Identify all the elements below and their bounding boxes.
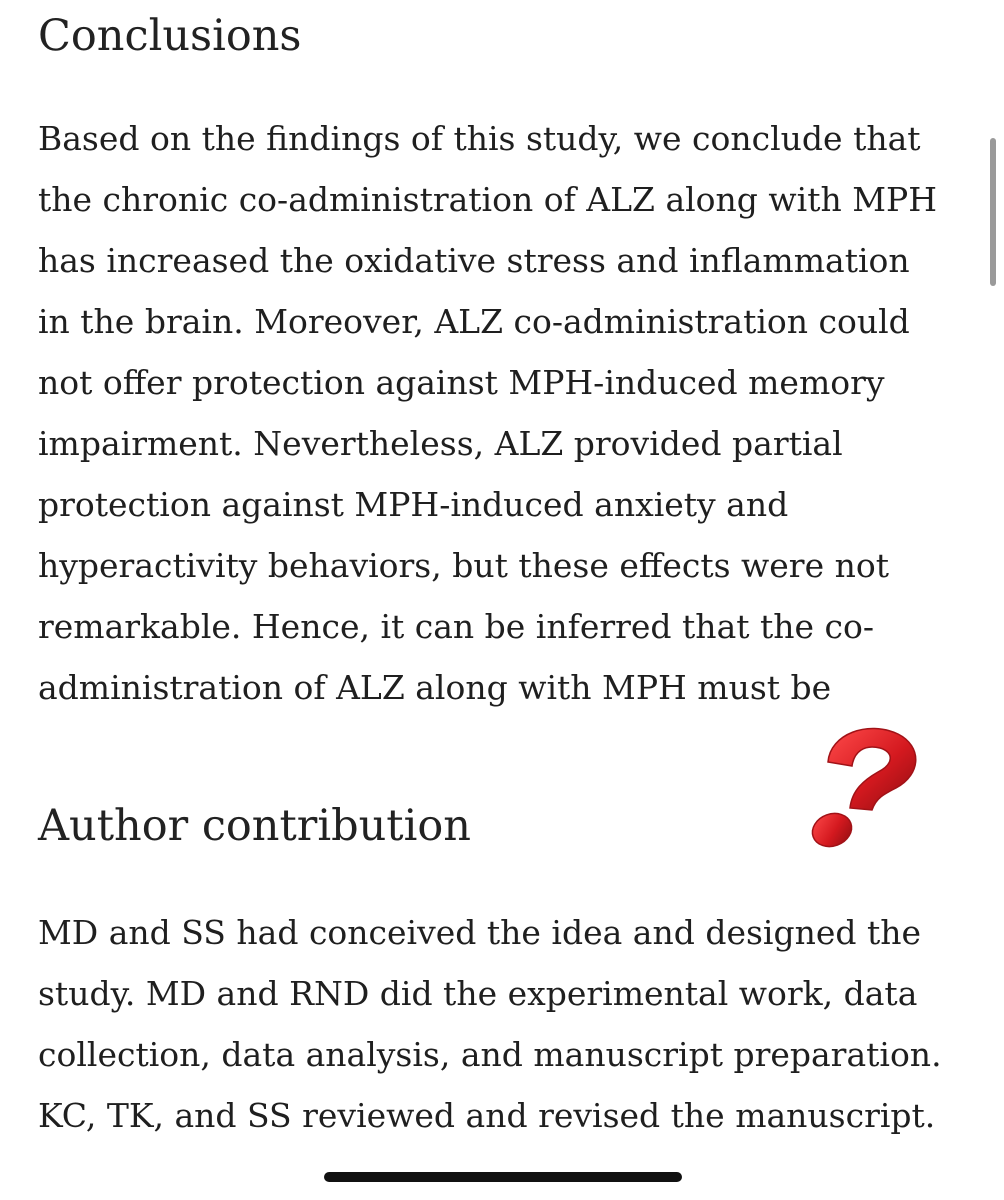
paragraph-line: protection against MPH-induced anxiety and <box>38 485 789 524</box>
section-heading-conclusions: Conclusions <box>38 11 302 61</box>
conclusions-paragraph <box>38 108 937 718</box>
paragraph-line: has increased the oxidative stress and inflammation <box>38 241 910 280</box>
paragraph-line: in the brain. Moreover, ALZ co-administration could <box>38 302 910 341</box>
question-mark-icon <box>798 722 923 852</box>
section-heading-author-contribution: Author contribution <box>38 801 471 851</box>
paragraph-line: study. MD and RND did the experimental work, data <box>38 974 918 1013</box>
paragraph-line: remarkable. Hence, it can be inferred that the co- <box>38 607 875 646</box>
paragraph-line: MD and SS had conceived the idea and designed the <box>38 913 922 952</box>
paragraph-line: Based on the findings of this study, we conclude that <box>38 119 921 158</box>
paragraph-line: impairment. Nevertheless, ALZ provided partial <box>38 424 843 463</box>
paragraph-line: collection, data analysis, and manuscript preparation. <box>38 1035 942 1074</box>
paragraph-line: KC, TK, and SS reviewed and revised the manuscript. <box>38 1096 936 1135</box>
paragraph-line: administration of ALZ along with MPH must be <box>38 668 832 707</box>
paragraph-line: the chronic co-administration of ALZ along with MPH <box>38 180 937 219</box>
home-indicator-bar[interactable] <box>324 1172 682 1182</box>
author-contribution-paragraph <box>38 902 942 1146</box>
paragraph-line: hyperactivity behaviors, but these effects were not <box>38 546 889 585</box>
paragraph-line: not offer protection against MPH-induced memory <box>38 363 885 402</box>
vertical-scrollbar[interactable] <box>990 138 996 286</box>
